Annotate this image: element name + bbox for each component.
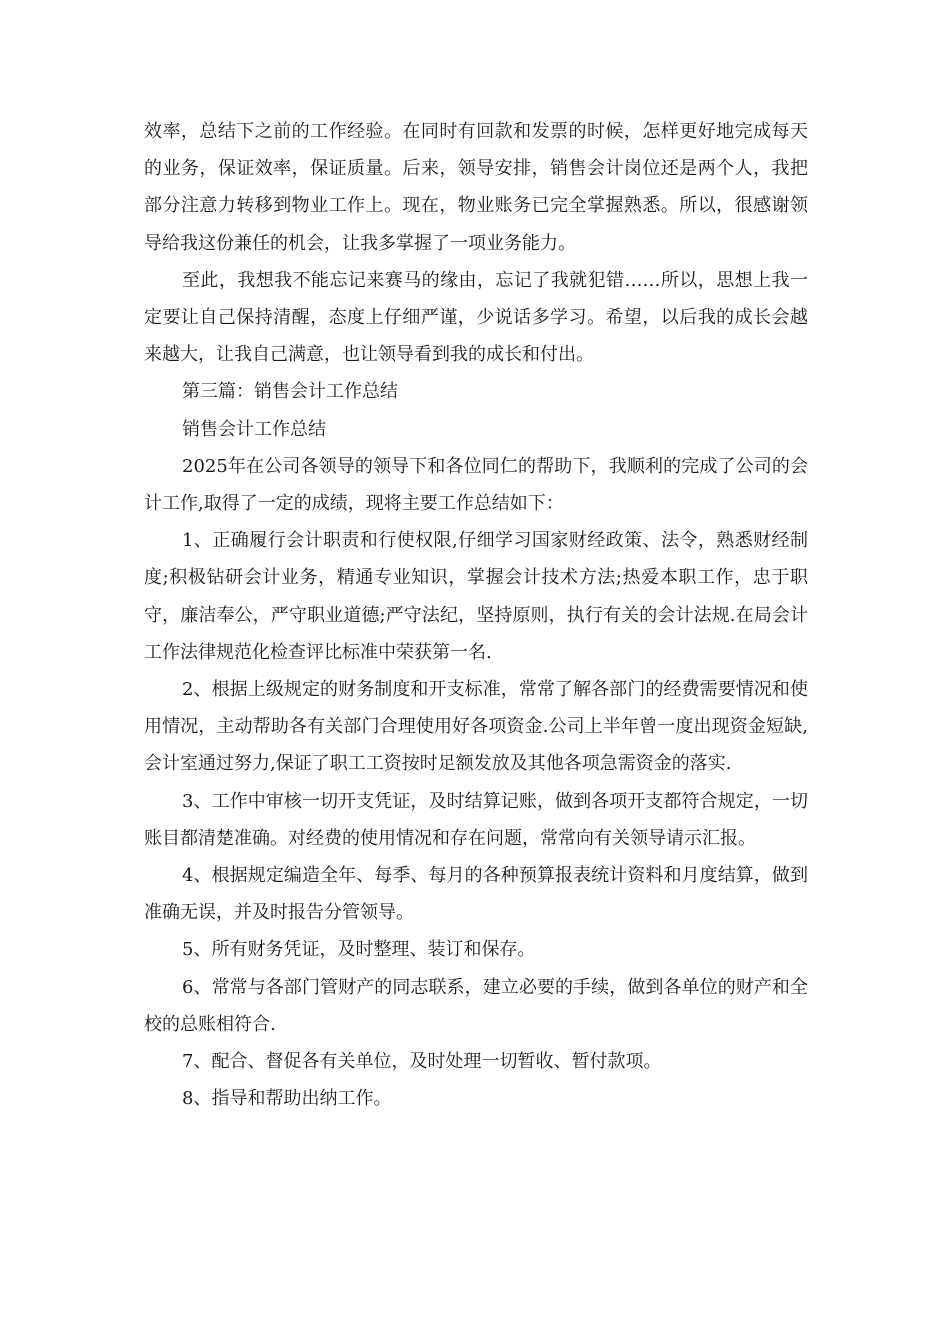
list-item-3: 3、工作中审核一切开支凭证，及时结算记账，做到各项开支都符合规定，一切账目都清楚准确。对经费的使用情况和存在问题，常常向有关领导请示汇报。 [144, 790, 808, 849]
list-item-5: 5、所有财务凭证，及时整理、装订和保存。 [182, 939, 536, 961]
list-item-2: 2、根据上级规定的财务制度和开支标准，常常了解各部门的经费需要情况和使用情况，主动帮助各有关部门合理使用好各项资金.公司上半年曾一度出现资金短缺,会计室通过努力,保证了职工工资按时足额发放及其他各项急需资金的落实. [144, 679, 808, 775]
list-item-1: 1、正确履行会计职责和行使权限,仔细学习国家财经政策、法令，熟悉财经制度;积极钻研会计业务，精通专业知识，掌握会计技术方法;热爱本职工作，忠于职守，廉洁奉公，严守职业道德;严守法纪，坚持原则，执行有关的会计法规.在局会计工作法律规范化检查评比标准中荣获第一名. [144, 530, 808, 663]
list-item-7: 7、配合、督促各有关单位，及时处理一切暂收、暂付款项。 [182, 1051, 662, 1073]
paragraph-2: 至此，我想我不能忘记来赛马的缘由，忘记了我就犯错……所以，思想上我一定要让自己保持清醒，态度上仔细严谨，少说话多学习。希望，以后我的成长会越来越大，让我自己满意，也让领导看到我的成长和付出。 [144, 269, 808, 366]
document-page [144, 113, 808, 1117]
list-item-8: 8、指导和帮助出纳工作。 [182, 1088, 392, 1110]
section-heading: 第三篇：销售会计工作总结 [182, 381, 398, 403]
list-item-6: 6、常常与各部门管财产的同志联系，建立必要的手续，做到各单位的财产和全校的总账相符合. [144, 976, 808, 1035]
paragraph-1: 效率，总结下之前的工作经验。在同时有回款和发票的时候，怎样更好地完成每天的业务，保证效率，保证质量。后来，领导安排，销售会计岗位还是两个人，我把部分注意力转移到物业工作上。现在，物业账务已完全掌握熟悉。所以，很感谢领导给我这份兼任的机会，让我多掌握了一项业务能力。 [144, 121, 808, 254]
list-item-4: 4、根据规定编造全年、每季、每月的各种预算报表统计资料和月度结算，做到准确无误，并及时报告分管领导。 [144, 865, 808, 924]
paragraph-intro: 2025年在公司各领导的领导下和各位同仁的帮助下，我顺利的完成了公司的会计工作,取得了一定的成绩，现将主要工作总结如下： [144, 455, 808, 515]
document-title: 销售会计工作总结 [182, 418, 326, 440]
